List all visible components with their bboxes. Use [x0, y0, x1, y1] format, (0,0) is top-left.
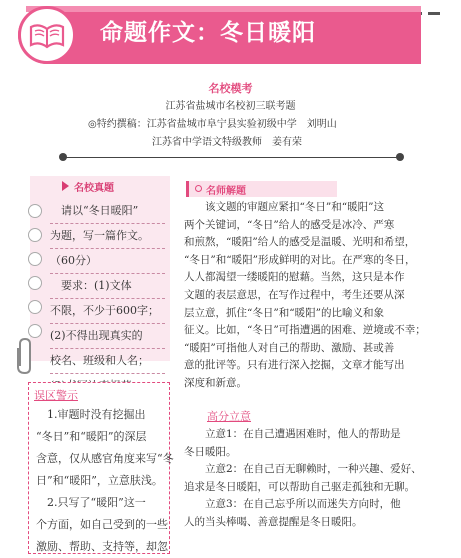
author-line: ◎特约撰稿：江苏省盐城市阜宁县实验初级中学 刘明山	[88, 119, 337, 130]
analysis-line: “冬日”和“暖阳”形成鲜明的对比。在严寒的冬日，	[184, 253, 416, 266]
high-score-text	[184, 426, 446, 532]
analysis-line: 人人都渴望一缕暖阳的慰藉。当然，这只是本作	[184, 271, 405, 284]
analysis-line: 该文题的审题应紧扣“冬日”和“暖阳”这	[184, 201, 384, 213]
analysis-label: 名师解题	[206, 186, 246, 197]
divider-dot-right	[396, 153, 404, 161]
analysis-line: 文题的表层意思，在写作过程中，考生还要从深	[184, 288, 405, 301]
high-score-line: 追求是冬日暖阳，可以帮助自己驱走孤独和无聊。	[184, 480, 415, 493]
exam-line: (2)不得出现真实的	[50, 324, 165, 349]
warning-line: 2.只写了“暖阳”这一	[36, 496, 146, 509]
high-score-line: 冬日暖阳。	[184, 445, 237, 458]
open-book-icon	[29, 21, 65, 49]
high-score-line: 立意1：在自己遭遇困难时，他人的帮助是	[184, 428, 401, 440]
paperclip-icon	[14, 336, 38, 376]
binder-ring-icon	[28, 228, 42, 242]
analysis-text	[184, 199, 446, 393]
binder-ring-icon	[28, 252, 42, 266]
analysis-line: 深度和新意。	[184, 376, 247, 389]
binder-ring-icon	[28, 204, 42, 218]
exam-source: 江苏省盐城市名校初三联考题	[165, 101, 296, 112]
divider-line	[63, 157, 400, 158]
warning-title: 误区警示	[34, 389, 78, 402]
exam-line: 要求：(1)文体	[50, 274, 165, 299]
page-title: 命题作文：冬日暖阳	[100, 20, 316, 46]
binder-ring-icon	[28, 276, 42, 290]
book-badge	[18, 6, 76, 64]
reviewer-line: 江苏省中学语文特级教师 姜有荣	[152, 137, 302, 148]
banner-highlight-strip	[26, 6, 421, 12]
section-tag: 名校模考	[208, 82, 253, 95]
binder-ring-icon	[28, 300, 42, 314]
warning-text	[36, 404, 174, 558]
exam-line: 请以“冬日暖阳”	[50, 199, 165, 224]
warning-line: 个方面，如自己受到的一些	[36, 518, 168, 531]
pencil-icon	[62, 181, 69, 191]
analysis-line: 征义。比如，“冬日”可指遭遇的困难、逆境或不幸；	[184, 324, 426, 337]
exam-line: 为题，写一篇作文。	[50, 224, 165, 249]
warning-line: 1.审题时没有挖掘出	[36, 408, 146, 421]
analysis-line: 和煎熬，“暖阳”给人的感受是温暖、光明和希望，	[184, 236, 416, 249]
high-score-line: 人的当头棒喝、善意提醒是冬日暖阳。	[184, 515, 363, 528]
circle-bullet-icon	[195, 185, 202, 192]
analysis-line: “暖阳”可指他人对自己的帮助、激励、甚或善	[184, 341, 395, 354]
exam-question-text	[50, 199, 165, 399]
exam-line: 校名、班级和人名；	[50, 349, 165, 374]
exam-card-label: 名校真题	[74, 183, 114, 194]
exam-line: 不限，不少于600字；	[50, 299, 165, 324]
analysis-line: 两个关键词，“冬日”给人的感受是冰冷、严寒	[184, 218, 395, 231]
warning-line: 日”和“暖阳”，立意肤浅。	[36, 474, 163, 487]
high-score-title: 高分立意	[207, 410, 251, 423]
high-score-line: 立意3：在自己忘乎所以而迷失方向时，他	[184, 498, 401, 511]
analysis-line: 意的批评等。只有进行深入挖掘，文章才能写出	[184, 359, 405, 372]
warning-line: 含意，仅从感官角度来写“冬	[36, 452, 174, 465]
high-score-line: 立意2：在自己百无聊赖时，一种兴趣、爱好、	[184, 463, 422, 476]
exam-line: （60分）	[50, 249, 165, 274]
warning-line: 激励、帮助、支持等，却忽	[36, 540, 168, 553]
divider-dot-left	[59, 153, 67, 161]
analysis-line: 层立意，抓住“冬日”和“暖阳”的比喻义和象	[184, 306, 384, 319]
warning-line: “冬日”和“暖阳”的深层	[36, 430, 147, 443]
